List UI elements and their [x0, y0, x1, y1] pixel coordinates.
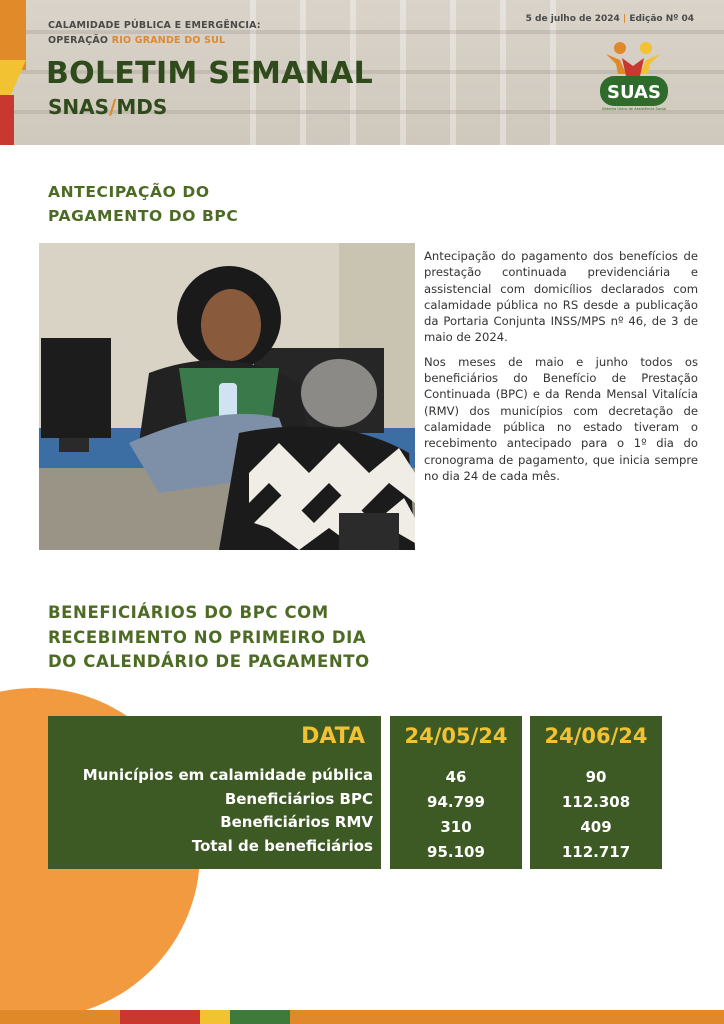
logo-tagline: Sistema Único de Assistência Social	[601, 107, 667, 111]
column-values-may	[390, 765, 522, 865]
table-header-data: DATA	[301, 724, 365, 749]
value-june-total: 112.717	[561, 843, 631, 861]
value-may-municipios: 46	[445, 768, 467, 786]
column-values-june	[530, 765, 662, 865]
suas-logo	[596, 38, 672, 112]
section1-heading	[48, 180, 238, 228]
subtitle-snas: SNAS	[48, 95, 110, 119]
page-subtitle	[48, 95, 167, 119]
value-june-rmv: 409	[580, 818, 612, 836]
table-column-may	[390, 716, 522, 869]
value-may-total: 95.109	[427, 843, 485, 861]
suas-logo-icon	[596, 38, 672, 112]
kicker-prefix: OPERAÇÃO	[48, 35, 112, 46]
logo-text: SUAS	[607, 82, 661, 103]
edition-info	[526, 14, 694, 24]
section2-heading-line2: RECEBIMENTO NO PRIMEIRO DIA	[48, 627, 367, 647]
section1-paragraph2: Nos meses de maio e junho todos os beneficiários do Benefício de Prestação Continuada (BPC) e da Renda Mensal Vitalícia (RMV) dos municípios com decretação de calamidade pública no estado tiveram o recebimento antecipado para o 1º dia do cronograma de pagamento, que inicia sempre no dia 24 de cada mês.	[424, 354, 698, 483]
section2-heading	[48, 601, 370, 675]
row-label-bpc: Beneficiários BPC	[224, 789, 373, 808]
section1-paragraph1: Antecipação do pagamento dos benefícios de prestação continuada previdenciária e assistencial com domicílios declarados com calamidade pública no RS desde a publicação da Portaria Conjunta INSS/MPS nº 46, de 3 de maio de 2024.	[424, 249, 698, 345]
kicker-highlight: RIO GRANDE DO SUL	[111, 35, 226, 46]
kicker-line1: CALAMIDADE PÚBLICA E EMERGÊNCIA:	[48, 20, 261, 31]
column-date-june: 24/06/24	[544, 724, 648, 748]
header-kicker	[48, 18, 261, 48]
row-label-rmv: Beneficiários RMV	[220, 813, 373, 831]
value-june-bpc: 112.308	[561, 793, 631, 811]
kicker-line2	[48, 33, 261, 48]
table-label-panel	[48, 716, 381, 869]
edition-separator: |	[619, 14, 630, 24]
value-may-rmv: 310	[440, 818, 472, 836]
row-label-municipios: Municípios em calamidade pública	[82, 766, 373, 784]
header-color-accent	[0, 0, 26, 145]
section2-heading-line3: DO CALENDÁRIO DE PAGAMENTO	[48, 652, 370, 671]
value-may-bpc: 94.799	[427, 793, 485, 811]
value-june-municipios: 90	[585, 768, 607, 786]
edition-number: Edição Nº 04	[629, 14, 694, 24]
column-date-may: 24/05/24	[404, 724, 508, 748]
subtitle-mds: MDS	[116, 95, 168, 119]
section1-heading-line2: PAGAMENTO DO BPC	[48, 207, 239, 225]
section2-heading-line1: BENEFICIÁRIOS DO BPC COM	[48, 603, 329, 622]
footer-color-strip	[0, 1010, 724, 1024]
page-title: BOLETIM SEMANAL	[46, 56, 374, 91]
row-label-total: Total de beneficiários	[191, 836, 373, 855]
table-column-june	[530, 716, 662, 869]
service-photo	[39, 243, 415, 550]
edition-date: 5 de julho de 2024	[525, 14, 620, 24]
subtitle-slash: /	[109, 95, 117, 119]
section1-heading-line1: ANTECIPAÇÃO DO	[48, 183, 210, 201]
table-row-labels	[83, 764, 373, 858]
section1-body	[424, 248, 698, 492]
